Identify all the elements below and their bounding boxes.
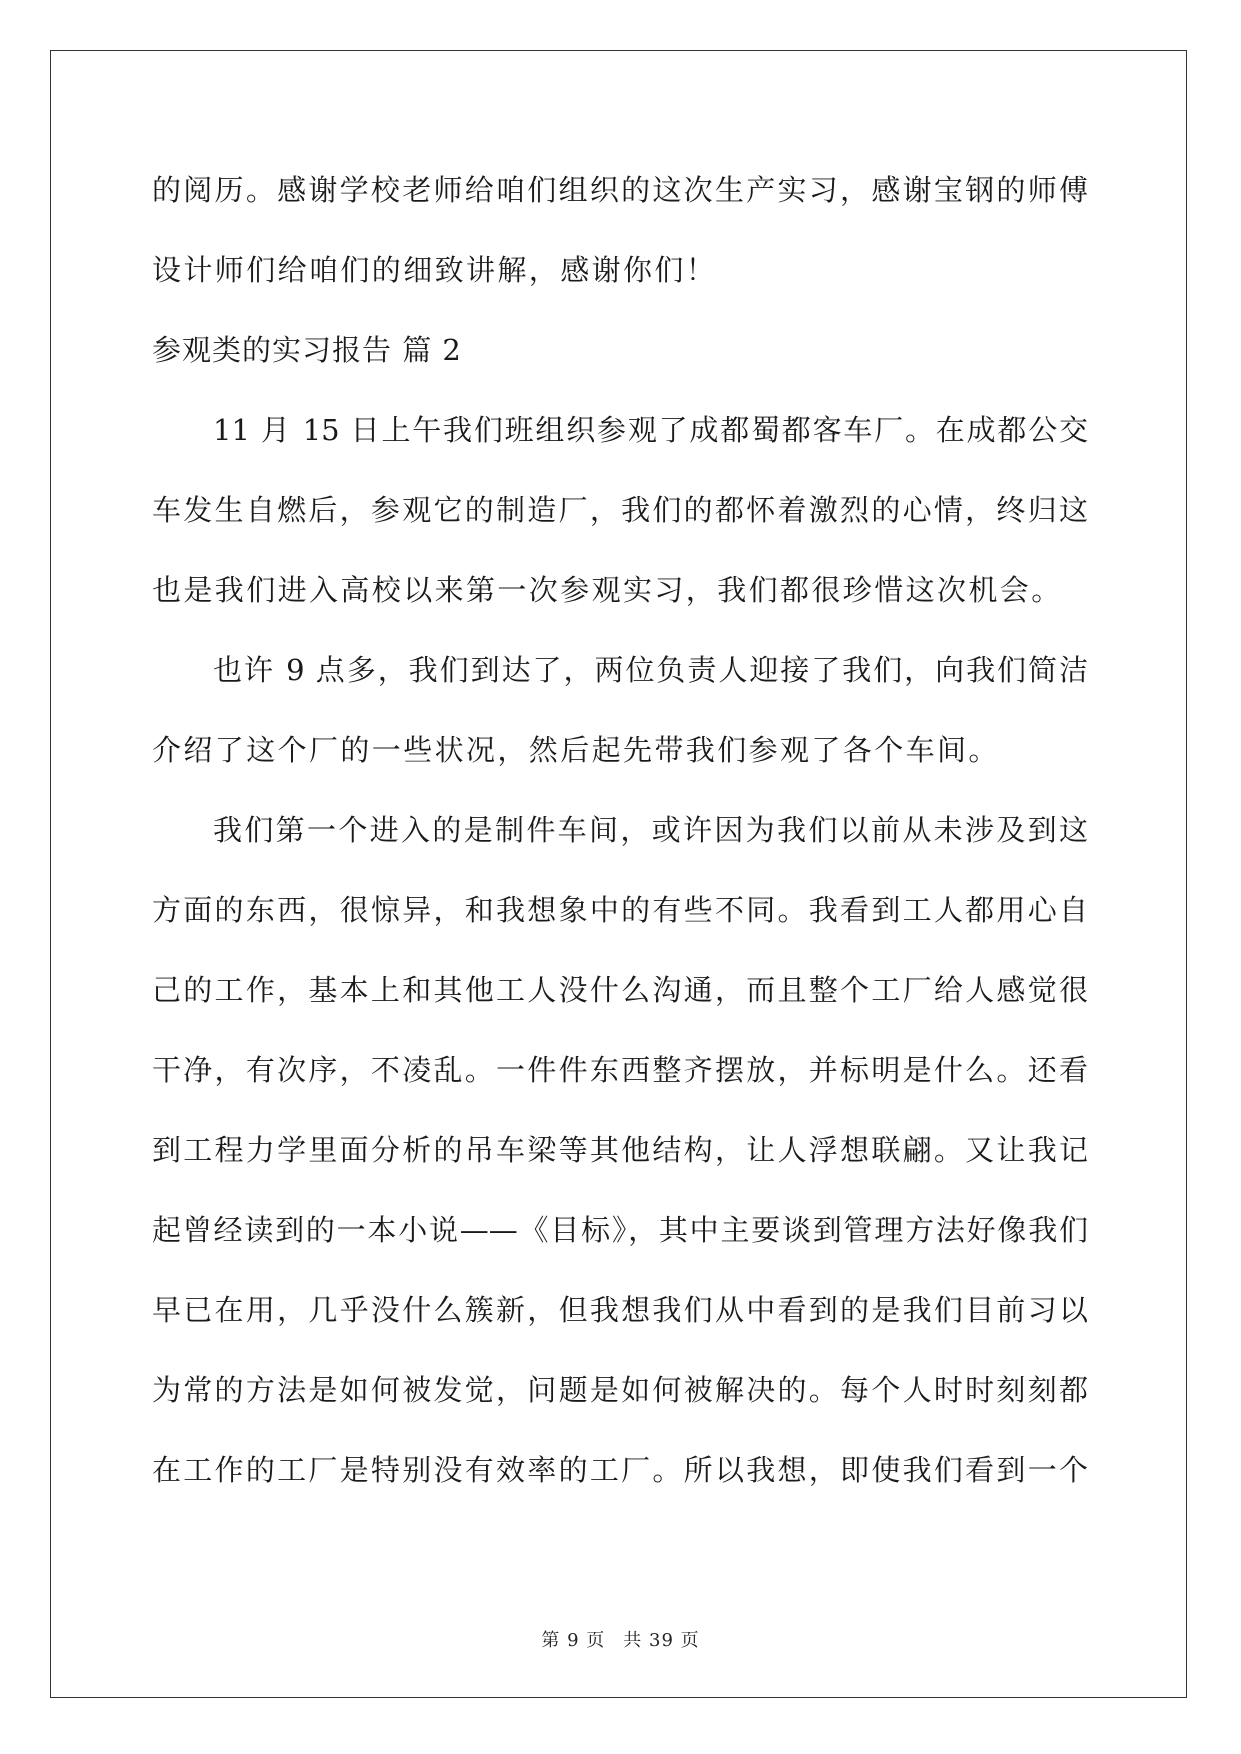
text-line: 干净，有次序，不凌乱。一件件东西整齐摆放，并标明是什么。还看	[152, 1053, 1088, 1087]
text-line: 为常的方法是如何被发觉，问题是如何被解决的。每个人时时刻刻都	[152, 1373, 1088, 1407]
text-line: 己的工作，基本上和其他工人没什么沟通，而且整个工厂给人感觉很	[152, 973, 1088, 1007]
page-number: 第 9 页	[541, 1630, 606, 1651]
text-line: 11 月 15 日上午我们班组织参观了成都蜀都客车厂。在成都公交	[213, 413, 1088, 447]
page-total: 共 39 页	[623, 1630, 700, 1651]
text-line: 到工程力学里面分析的吊车梁等其他结构，让人浮想联翩。又让我记	[152, 1133, 1088, 1167]
text-line: 介绍了这个厂的一些状况，然后起先带我们参观了各个车间。	[152, 733, 1000, 767]
text-line: 设计师们给咱们的细致讲解，感谢你们！	[152, 253, 718, 287]
document-body	[152, 160, 1088, 1520]
text-line: 在工作的工厂是特别没有效率的工厂。所以我想，即使我们看到一个	[152, 1453, 1088, 1487]
text-line: 我们第一个进入的是制件车间，或许因为我们以前从未涉及到这	[213, 813, 1088, 847]
text-line: 也许 9 点多，我们到达了，两位负责人迎接了我们，向我们简洁	[213, 653, 1088, 687]
text-line: 也是我们进入高校以来第一次参观实习，我们都很珍惜这次机会。	[152, 573, 1063, 607]
page-footer	[0, 1626, 1241, 1652]
text-line: 方面的东西，很惊异，和我想象中的有些不同。我看到工人都用心自	[152, 893, 1088, 927]
text-line: 起曾经读到的一本小说——《目标》，其中主要谈到管理方法好像我们	[152, 1213, 1088, 1247]
text-line: 的阅历。感谢学校老师给咱们组织的这次生产实习，感谢宝钢的师傅	[152, 173, 1088, 207]
section-heading: 参观类的实习报告 篇 2	[152, 333, 462, 367]
text-line: 车发生自燃后，参观它的制造厂，我们的都怀着激烈的心情，终归这	[152, 493, 1088, 527]
text-line: 早已在用，几乎没什么簇新，但我想我们从中看到的是我们目前习以	[152, 1293, 1088, 1327]
